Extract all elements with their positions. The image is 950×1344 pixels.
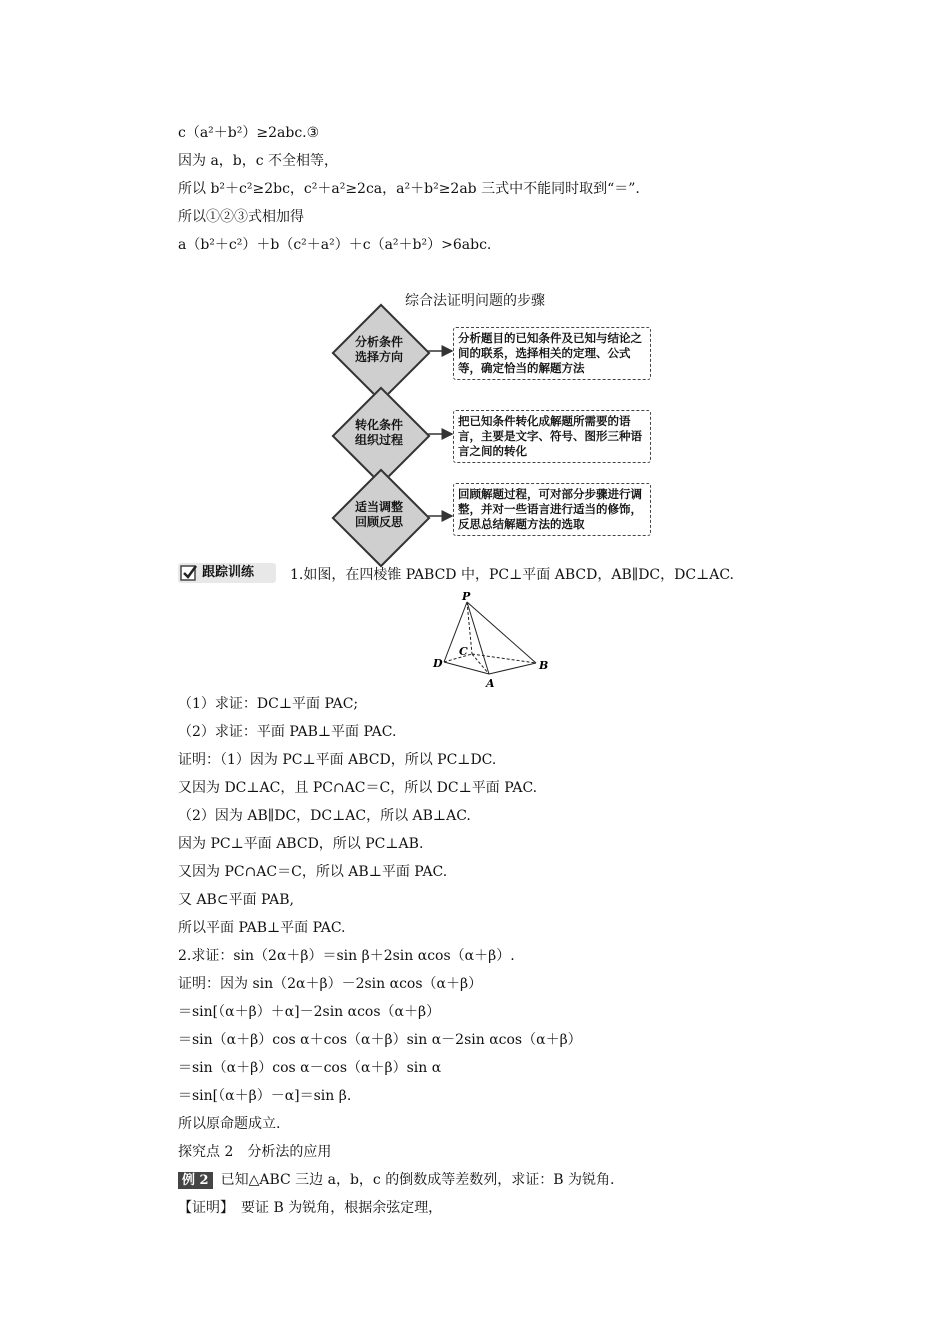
vertex-label-P: P: [462, 590, 471, 603]
practice-badge-label: 跟踪训练: [202, 565, 255, 580]
pyramid-figure: [430, 590, 560, 690]
vertex-label-B: B: [539, 659, 549, 672]
text-line: 所以原命题成立.: [178, 1116, 281, 1132]
diamond-label-line2: 选择方向: [354, 350, 403, 364]
text-line: 又因为 PC∩AC＝C，所以 AB⊥平面 PAC.: [178, 864, 448, 880]
flow-step-description: 回顾解题过程，可对部分步骤进行调整，并对一些语言进行适当的修饰，反思总结解题方法的选取: [453, 483, 651, 536]
diamond-label-line1: 分析条件: [354, 335, 403, 349]
text-line: a（b²＋c²）＋b（c²＋a²）＋c（a²＋b²）>6abc.: [178, 237, 492, 253]
flow-step-diamond: [331, 303, 427, 399]
example-text: 已知△ABC 三边 a，b，c 的倒数成等差数列，求证：B 为锐角.: [220, 1172, 615, 1188]
flowchart-title: 综合法证明问题的步骤: [405, 293, 545, 309]
edge-PB: [467, 602, 536, 663]
text-line: （1）求证：DC⊥平面 PAC;: [178, 696, 359, 712]
vertex-label-C: C: [459, 645, 468, 658]
edge-DC: [444, 654, 472, 662]
edge-CB: [472, 654, 536, 663]
diamond-label: [331, 418, 427, 448]
text-line: 所以 b²＋c²≥2bc，c²＋a²≥2ca，a²＋b²≥2ab 三式中不能同时取到“＝”.: [178, 181, 640, 197]
text-line: 所以①②③式相加得: [178, 209, 304, 225]
diamond-label-line1: 转化条件: [354, 418, 403, 432]
vertex-label-D: D: [433, 657, 443, 670]
text-line: 所以平面 PAB⊥平面 PAC.: [178, 920, 346, 936]
edge-AB: [489, 663, 536, 674]
diamond-label: [331, 500, 427, 530]
flow-step-description: 把已知条件转化成解题所需要的语言，主要是文字、符号、图形三种语言之间的转化: [453, 410, 651, 463]
flow-step-description: 分析题目的已知条件及已知与结论之间的联系，选择相关的定理、公式等，确定恰当的解题方法: [453, 327, 651, 380]
text-line: 又 AB⊂平面 PAB,: [178, 892, 295, 908]
check-icon: [180, 564, 198, 582]
text-line: ＝sin（α＋β）cos α＋cos（α＋β）sin α－2sin αcos（α＋β）: [178, 1032, 582, 1048]
flow-step-diamond: [331, 468, 427, 564]
diamond-label-line2: 组织过程: [354, 433, 403, 447]
section-heading: 探究点 2 分析法的应用: [178, 1144, 332, 1160]
text-line: c（a²＋b²）≥2abc.③: [178, 125, 320, 141]
diamond-label-line2: 回顾反思: [354, 515, 403, 529]
text-line: 证明：因为 sin（2α＋β）－2sin αcos（α＋β）: [178, 976, 483, 992]
diamond-label: [331, 335, 427, 365]
text-line: ＝sin[（α＋β）－α]＝sin β.: [178, 1088, 352, 1104]
text-line: （2）因为 AB∥DC，DC⊥AC，所以 AB⊥AC.: [178, 808, 471, 824]
text-line: 又因为 DC⊥AC，且 PC∩AC＝C，所以 DC⊥平面 PAC.: [178, 780, 538, 796]
question-text: 1.如图，在四棱锥 PABCD 中，PC⊥平面 ABCD，AB∥DC，DC⊥AC.: [290, 567, 735, 583]
text-line: 证明：（1）因为 PC⊥平面 ABCD，所以 PC⊥DC.: [178, 752, 497, 768]
diamond-label-line1: 适当调整: [354, 500, 403, 514]
proof-line: 【证明】 要证 B 为锐角，根据余弦定理，: [178, 1200, 443, 1216]
text-line: （2）求证：平面 PAB⊥平面 PAC.: [178, 724, 397, 740]
edge-DA: [444, 662, 489, 674]
practice-badge: [178, 563, 276, 583]
text-line: 因为 a，b，c 不全相等，: [178, 153, 339, 169]
text-line: ＝sin[（α＋β）＋α]－2sin αcos（α＋β）: [178, 1004, 441, 1020]
text-line: 因为 PC⊥平面 ABCD，所以 PC⊥AB.: [178, 836, 424, 852]
example-badge: 例 2: [178, 1172, 213, 1189]
vertex-label-A: A: [486, 677, 495, 690]
text-line: ＝sin（α＋β）cos α－cos（α＋β）sin α: [178, 1060, 442, 1076]
example-line: [178, 1171, 614, 1189]
text-line: 2.求证：sin（2α＋β）＝sin β＋2sin αcos（α＋β）.: [178, 948, 515, 964]
